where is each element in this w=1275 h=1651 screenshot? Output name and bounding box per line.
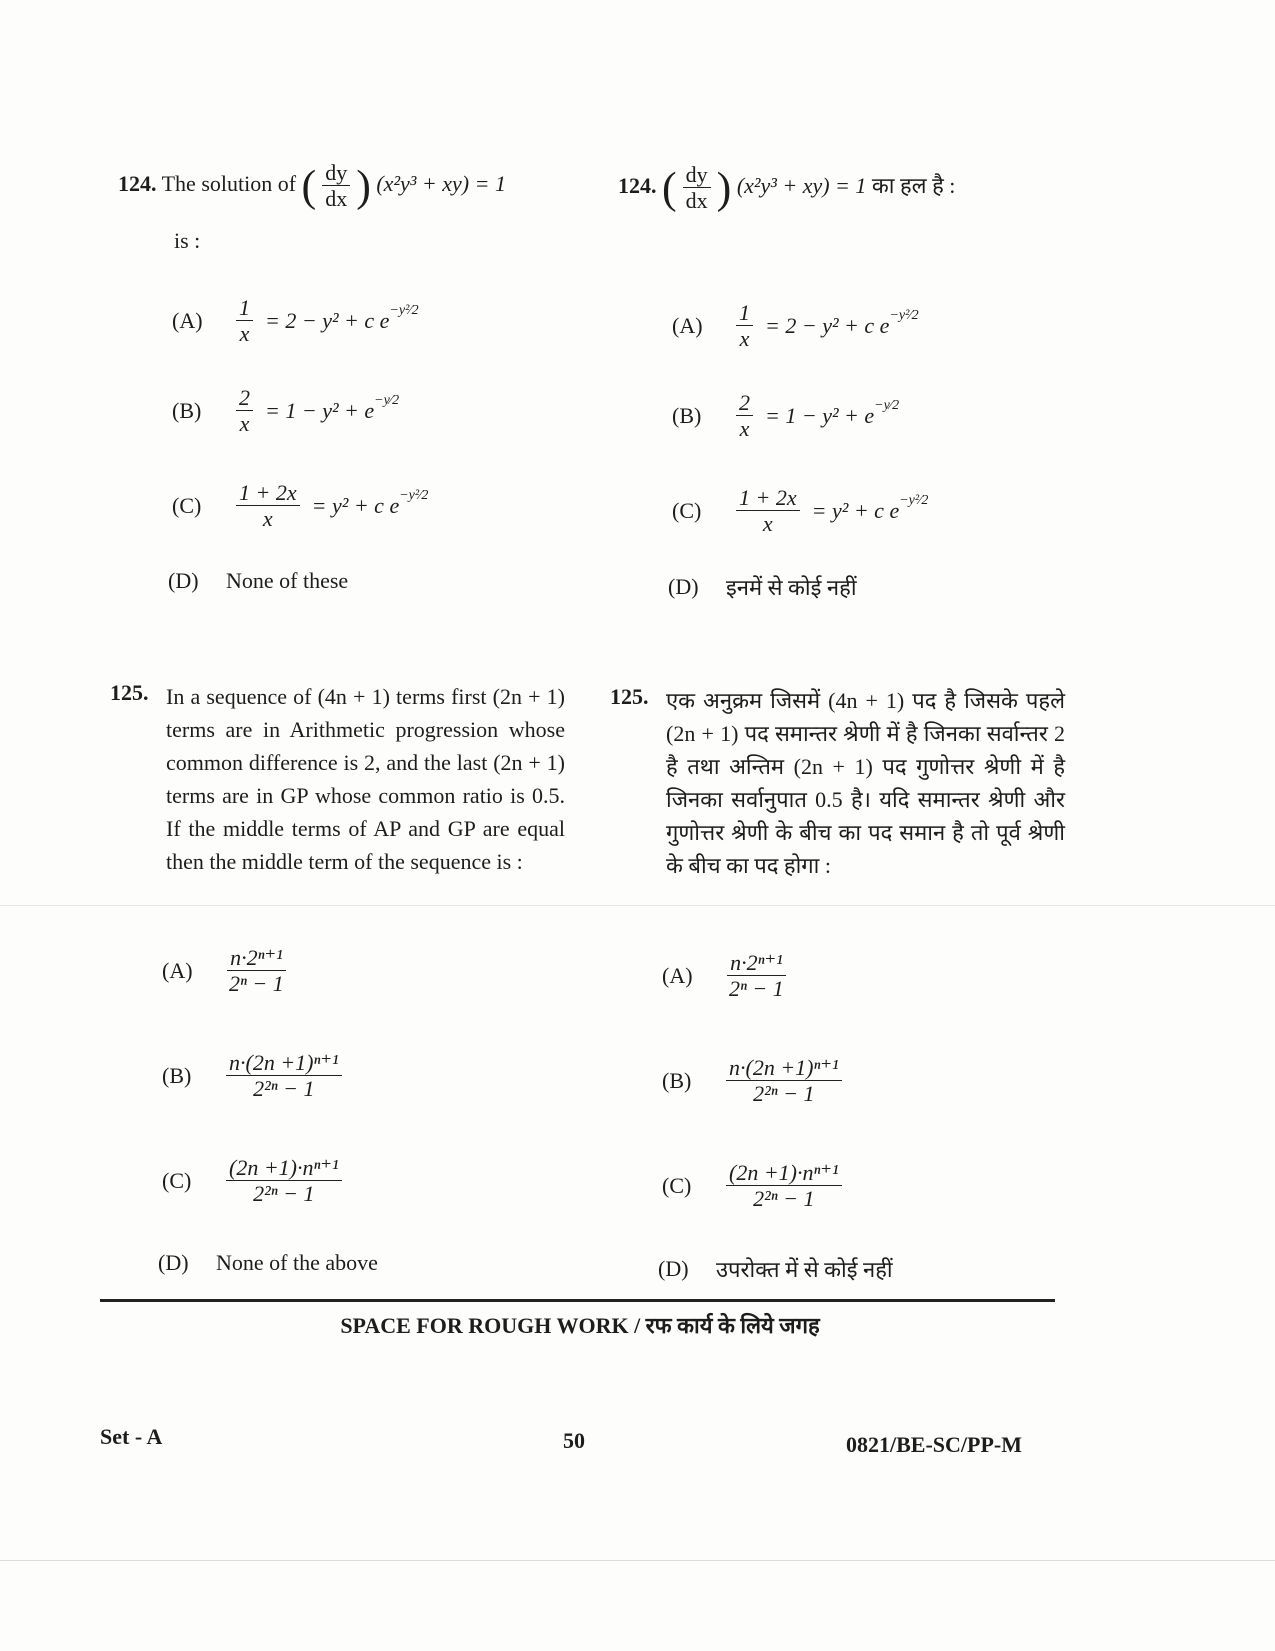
derivative-fraction: $\frac{dy}{dx}$ bbox=[683, 162, 711, 214]
option-label: (A) bbox=[162, 957, 193, 983]
option-a bbox=[172, 295, 419, 347]
footer-set: Set - A bbox=[100, 1424, 163, 1449]
option-label: (D) bbox=[668, 574, 699, 599]
numerator: n·2ⁿ⁺¹ bbox=[727, 950, 786, 976]
denominator: x bbox=[762, 511, 773, 537]
numerator: 1 + 2x bbox=[236, 480, 300, 506]
numerator: (2n +1)·nⁿ⁺¹ bbox=[226, 1155, 342, 1181]
option-fraction bbox=[736, 300, 753, 352]
option-fraction bbox=[236, 480, 300, 532]
option-label: (B) bbox=[172, 397, 202, 423]
question-number: 125. bbox=[610, 684, 649, 709]
option-text: None of the above bbox=[216, 1250, 378, 1275]
option-fraction bbox=[236, 385, 253, 437]
numerator: 1 bbox=[236, 295, 253, 321]
option-label: (D) bbox=[158, 1250, 189, 1275]
option-d bbox=[658, 1254, 893, 1284]
denominator: x bbox=[739, 326, 750, 352]
question-text: The solution of bbox=[161, 170, 297, 196]
denominator: 2²ⁿ − 1 bbox=[253, 1076, 315, 1102]
option-fraction bbox=[736, 390, 753, 442]
option-fraction bbox=[736, 485, 800, 537]
option-b bbox=[662, 1055, 848, 1107]
option-rhs: = y² + c e bbox=[811, 497, 900, 523]
option-fraction bbox=[726, 1160, 842, 1212]
equation: (x²y³ + xy) = 1 bbox=[376, 170, 506, 196]
footer-page-number: 50 bbox=[563, 1428, 585, 1453]
numerator: 1 bbox=[736, 300, 753, 326]
exponent: −y²⁄2 bbox=[899, 492, 929, 508]
option-label: (C) bbox=[672, 497, 702, 523]
numerator: n·(2n +1)ⁿ⁺¹ bbox=[226, 1050, 342, 1076]
option-a bbox=[162, 945, 293, 997]
numerator: 1 + 2x bbox=[736, 485, 800, 511]
option-label: (A) bbox=[662, 962, 693, 988]
option-rhs: = 2 − y² + c e bbox=[265, 307, 390, 333]
question-text: In a sequence of (4n + 1) terms first (2n + 1) terms are in Arithmetic progression whose common difference is 2, and the last (2n + 1) terms are in GP whose common ratio is 0.5. If the middle terms of AP and GP are equal then the middle term of the sequence is : bbox=[166, 684, 565, 874]
q124-english-stem: 124. The solution of ( $\frac{dy}{dx}$ ) (x²y³ + xy) = 1 bbox=[118, 160, 506, 212]
denominator: x bbox=[262, 506, 273, 532]
denominator: 2ⁿ − 1 bbox=[729, 976, 784, 1002]
exponent: −y²⁄2 bbox=[399, 487, 429, 503]
question-number: 124. bbox=[618, 172, 657, 198]
option-c bbox=[172, 480, 428, 532]
q124-hindi-stem: 124. ( $\frac{dy}{dx}$ ) (x²y³ + xy) = 1 का हल है : bbox=[618, 162, 956, 214]
exponent: −y⁄2 bbox=[374, 392, 400, 408]
question-text-suffix: is : bbox=[174, 228, 201, 253]
option-a bbox=[662, 950, 793, 1002]
numerator: 2 bbox=[236, 385, 253, 411]
option-label: (A) bbox=[672, 312, 703, 338]
option-b bbox=[672, 390, 899, 442]
option-text: इनमें से कोई नहीं bbox=[726, 575, 857, 600]
option-d bbox=[668, 572, 857, 602]
exponent: −y⁄2 bbox=[874, 397, 900, 413]
footer-paper-code: 0821/BE-SC/PP-M bbox=[846, 1432, 1022, 1457]
question-number: 124. bbox=[118, 170, 157, 196]
numerator: (2n +1)·nⁿ⁺¹ bbox=[726, 1160, 842, 1186]
option-b bbox=[162, 1050, 348, 1102]
option-fraction bbox=[726, 1055, 842, 1107]
denominator: 2ⁿ − 1 bbox=[229, 971, 284, 997]
option-c bbox=[662, 1160, 848, 1212]
option-b bbox=[172, 385, 399, 437]
divider-rule bbox=[100, 1299, 1055, 1302]
option-fraction bbox=[226, 945, 287, 997]
denominator: 2²ⁿ − 1 bbox=[753, 1081, 815, 1107]
exponent: −y²⁄2 bbox=[389, 302, 419, 318]
option-fraction bbox=[726, 950, 787, 1002]
question-text-suffix: का हल है : bbox=[871, 172, 956, 198]
option-rhs: = 1 − y² + e bbox=[265, 397, 375, 423]
denominator: x bbox=[239, 321, 250, 347]
numerator: 2 bbox=[736, 390, 753, 416]
denominator: x bbox=[239, 411, 250, 437]
option-c bbox=[162, 1155, 348, 1207]
q125-hindi-stem bbox=[610, 684, 1065, 882]
option-text: None of these bbox=[226, 568, 349, 593]
option-d bbox=[158, 1250, 378, 1276]
option-label: (A) bbox=[172, 307, 203, 333]
option-label: (C) bbox=[662, 1172, 692, 1198]
denominator: x bbox=[739, 416, 750, 442]
option-fraction bbox=[226, 1155, 342, 1207]
denominator: 2²ⁿ − 1 bbox=[753, 1186, 815, 1212]
option-label: (C) bbox=[162, 1167, 192, 1193]
option-text: उपरोक्त में से कोई नहीं bbox=[716, 1257, 893, 1282]
rough-work-heading: SPACE FOR ROUGH WORK / रफ कार्य के लिये जगह bbox=[340, 1313, 820, 1338]
option-a bbox=[672, 300, 919, 352]
option-label: (B) bbox=[162, 1062, 192, 1088]
exponent: −y²⁄2 bbox=[889, 307, 919, 323]
option-fraction bbox=[226, 1050, 342, 1102]
q125-english-stem bbox=[110, 680, 565, 878]
option-rhs: = y² + c e bbox=[311, 492, 400, 518]
option-rhs: = 2 − y² + c e bbox=[765, 312, 890, 338]
option-fraction bbox=[236, 295, 253, 347]
option-d bbox=[168, 568, 348, 594]
denominator: 2²ⁿ − 1 bbox=[253, 1181, 315, 1207]
numerator: n·(2n +1)ⁿ⁺¹ bbox=[726, 1055, 842, 1081]
option-label: (D) bbox=[658, 1256, 689, 1281]
question-number: 125. bbox=[110, 680, 149, 705]
derivative-fraction: $\frac{dy}{dx}$ bbox=[322, 160, 350, 212]
option-label: (B) bbox=[672, 402, 702, 428]
option-label: (C) bbox=[172, 492, 202, 518]
numerator: n·2ⁿ⁺¹ bbox=[227, 945, 286, 971]
question-text: एक अनुक्रम जिसमें (4n + 1) पद है जिसके पहले (2n + 1) पद समान्तर श्रेणी में है जिनका सर्वान्तर 2 है तथा अन्तिम (2n + 1) पद गुणोत्तर श्रेणी में है जिनका सर्वानुपात 0.5 है। यदि समान्तर श्रेणी और गुणोत्तर श्रेणी के बीच का पद समान है तो पूर्व श्रेणी के बीच का पद होगा : bbox=[666, 688, 1065, 878]
option-rhs: = 1 − y² + e bbox=[765, 402, 875, 428]
equation: (x²y³ + xy) = 1 bbox=[736, 172, 867, 198]
option-label: (D) bbox=[168, 568, 199, 593]
option-c bbox=[672, 485, 928, 537]
option-label: (B) bbox=[662, 1067, 692, 1093]
